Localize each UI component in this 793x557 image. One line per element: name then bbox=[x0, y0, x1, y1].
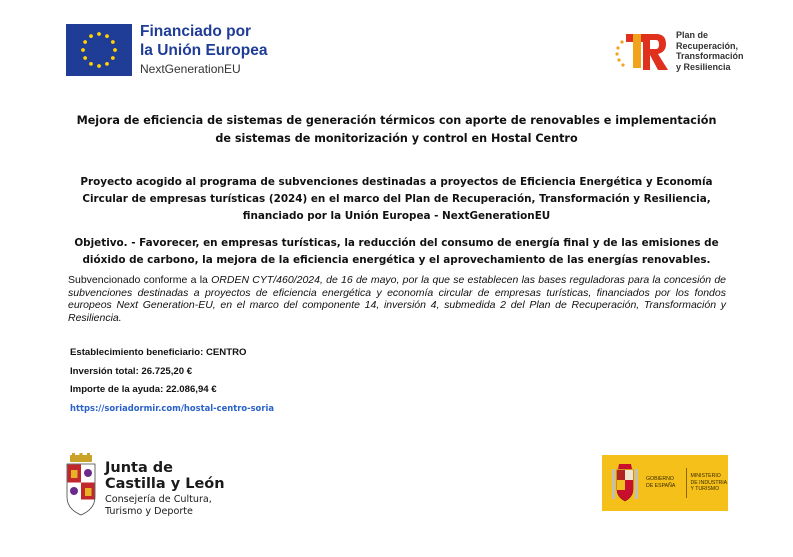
eu-star-icon bbox=[111, 40, 115, 44]
prtr-line1: Plan de bbox=[676, 30, 709, 40]
gobierno-espana-logo bbox=[602, 455, 728, 511]
prtr-line3: Transformación bbox=[676, 51, 744, 61]
eu-star-icon bbox=[113, 48, 117, 52]
eu-logo-line2: la Unión Europea bbox=[140, 42, 268, 59]
prtr-tr-icon bbox=[612, 28, 670, 74]
eu-star-icon bbox=[83, 40, 87, 44]
legal-order: ORDEN CYT/460/2024, de 16 de mayo, por la que se establecen las bases reguladoras para la concesión de subvenciones destinadas a proyectos de eficiencia energética y economía circular de empresas turísticas, financiados por los fondos europeos Next Generation-EU, en el marco del componente 14, inversión 4, submedida 2 del Plan de Recuperación, Transformación y Resiliencia. bbox=[68, 274, 727, 324]
beneficiary-info: Establecimiento beneficiario: CENTRO bbox=[70, 347, 247, 358]
prtr-logo bbox=[612, 28, 744, 74]
legal-lead: Subvencionado conforme a la bbox=[68, 274, 212, 286]
eu-star-icon bbox=[89, 34, 93, 38]
eu-star-icon bbox=[97, 64, 101, 68]
eu-star-icon bbox=[111, 56, 115, 60]
website-link[interactable]: https://soriadormir.com/hostal-centro-soria bbox=[70, 403, 274, 413]
investment-info: Inversión total: 26.725,20 € bbox=[70, 366, 193, 377]
castilla-leon-shield-icon bbox=[64, 453, 98, 517]
eu-flag-icon bbox=[66, 24, 132, 76]
jcyl-logo bbox=[64, 453, 225, 517]
eu-logo-line1: Financiado por bbox=[140, 23, 252, 40]
jcyl-line2: Castilla y León bbox=[105, 476, 225, 492]
legal-notice bbox=[68, 274, 726, 324]
eu-star-icon bbox=[97, 32, 101, 36]
eu-funding-logo bbox=[66, 22, 267, 78]
prtr-line2: Recuperación, bbox=[676, 40, 739, 51]
jcyl-line4: Turismo y Deporte bbox=[105, 505, 193, 517]
eu-star-icon bbox=[105, 34, 109, 38]
objective-text: Objetivo. - Favorecer, en empresas turísticas, la reducción del consumo de energía final y de las emisiones de dióxido de carbono, la mejora de la eficiencia energética y el aprovechamiento de las energías renovables. bbox=[74, 237, 719, 266]
project-title: Mejora de eficiencia de sistemas de generación térmicos con aporte de renovables e implementación de sistemas de monitorización y control en Hostal Centro bbox=[76, 114, 717, 145]
spain-coat-of-arms-icon bbox=[610, 461, 640, 505]
eu-star-icon bbox=[105, 62, 109, 66]
jcyl-line3: Consejería de Cultura, bbox=[105, 494, 212, 505]
eu-logo-line3: NextGenerationEU bbox=[140, 62, 241, 76]
eu-star-icon bbox=[89, 62, 93, 66]
aid-amount-info: Importe de la ayuda: 22.086,94 € bbox=[70, 384, 217, 395]
gobierno-label: GOBIERNO DE ESPAÑA bbox=[646, 476, 676, 489]
ministerio-label: MINISTERIO DE INDUSTRIA Y TURISMO bbox=[690, 473, 727, 493]
prtr-line4: y Resiliencia bbox=[676, 61, 731, 72]
eu-star-icon bbox=[83, 56, 87, 60]
eu-star-icon bbox=[81, 48, 85, 52]
program-description: Proyecto acogido al programa de subvenciones destinadas a proyectos de Eficiencia Energética y Economía Circular de empresas turísticas (2024) en el marco del Plan de Recuperación, Transformación y Resiliencia, financiado por la Unión Europea - NextGenerationEU bbox=[80, 176, 713, 222]
gobierno-divider bbox=[686, 468, 687, 498]
jcyl-line1: Junta de bbox=[105, 460, 174, 476]
